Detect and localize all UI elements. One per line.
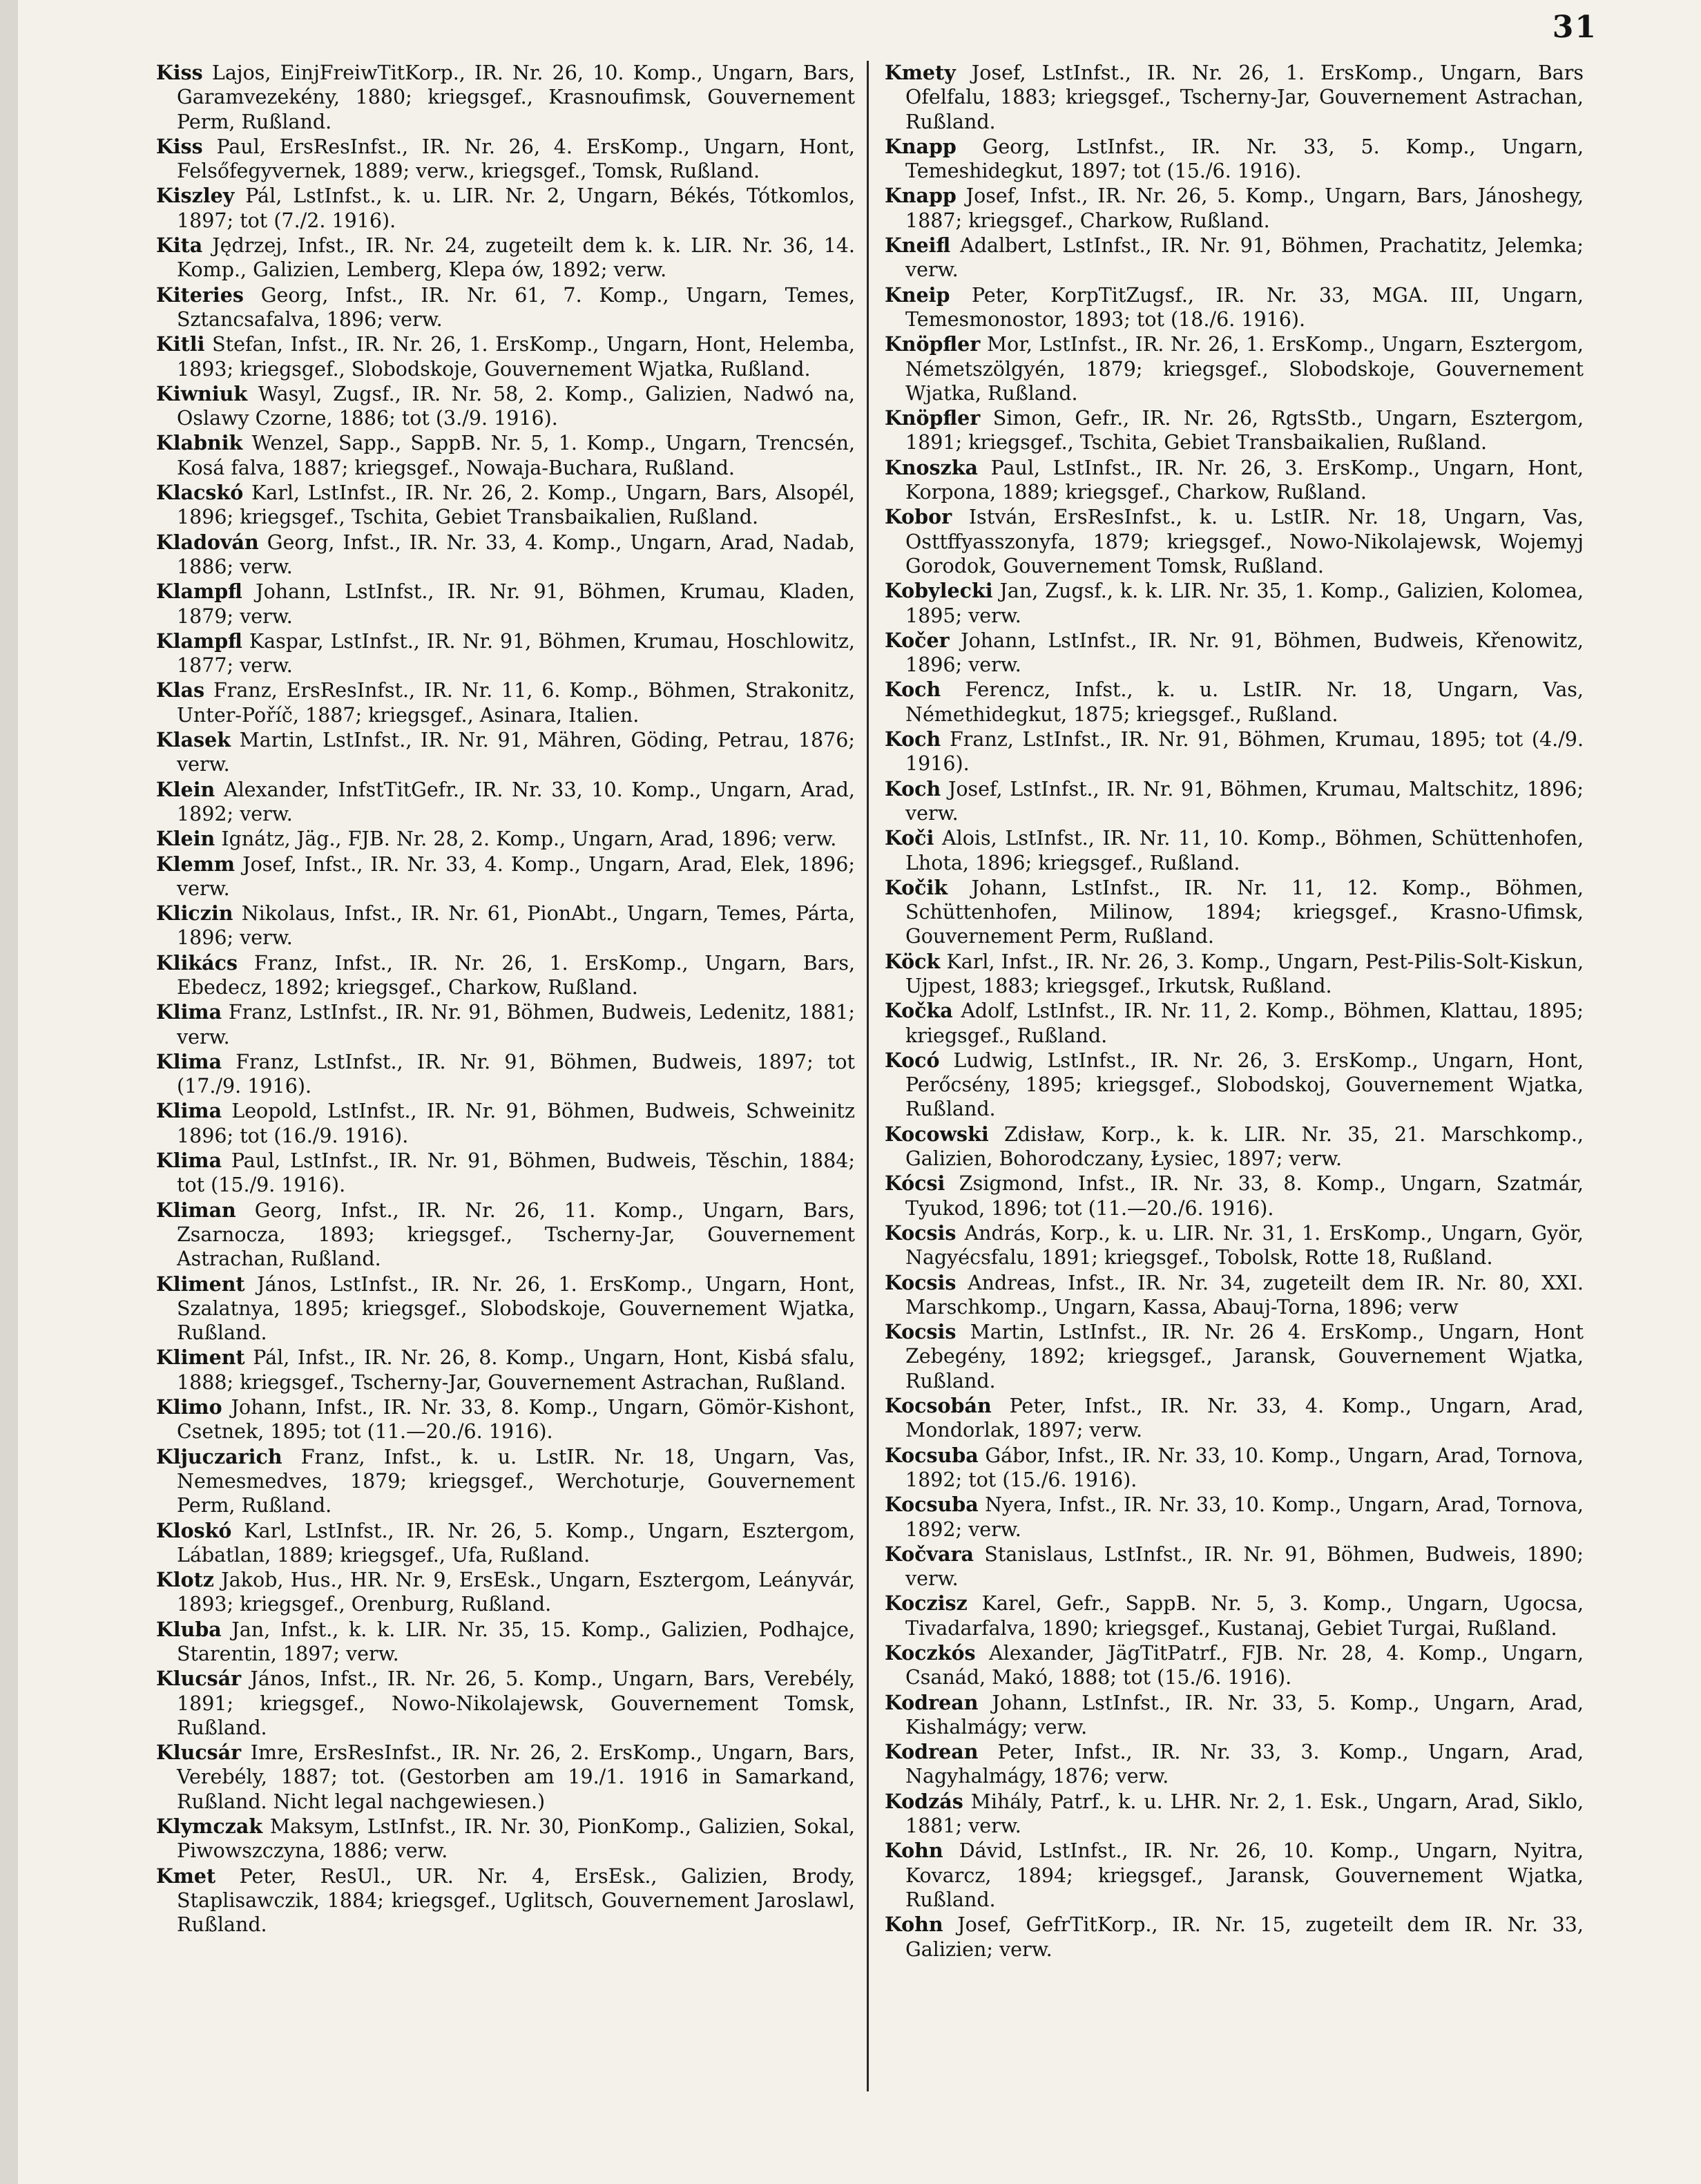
register-entry <box>885 727 1584 776</box>
entry-details: Nyera, Infst., IR. Nr. 33, 10. Komp., Ungarn, Arad, Tornova, 1892; verw. <box>905 1493 1584 1541</box>
entry-details: Wenzel, Sapp., SappB. Nr. 5, 1. Komp., Ungarn, Trencsén, Kosá falva, 1887; kriegsgef., Nowaja-Buchara, Rußland. <box>177 432 856 479</box>
entry-details: Kaspar, LstInfst., IR. Nr. 91, Böhmen, Krumau, Hoschlowitz, 1877; verw. <box>177 629 855 678</box>
entry-surname: Kočka <box>885 999 953 1023</box>
entry-details: Jakob, Hus., HR. Nr. 9, ErsEsk., Ungarn, Esztergom, Leányvár, 1893; kriegsgef., Orenburg, Rußland. <box>177 1569 855 1616</box>
entry-details: János, LstInfst., IR. Nr. 26, 1. ErsKomp., Ungarn, Hont, Szalatnya, 1895; kriegsgef., Slobodskoje, Gouvernement Wjatka, Rußland. <box>177 1272 856 1345</box>
right-column <box>885 61 1584 1962</box>
entry-surname: Knapp <box>885 184 957 208</box>
entry-details: Josef, LstInfst., IR. Nr. 26, 1. ErsKomp., Ungarn, Bars Ofelfalu, 1883; kriegsgef., Tscherny-Jar, Gouvernement Astrachan, Rußland. <box>905 61 1584 133</box>
entry-details: Peter, KorpTitZugsf., IR. Nr. 33, MGA. III, Ungarn, Temesmonostor, 1893; tot (18./6. 1916). <box>905 283 1584 331</box>
register-entry <box>156 481 855 530</box>
entry-surname: Koch <box>885 776 941 801</box>
entry-details: István, ErsResInfst., k. u. LstIR. Nr. 18, Ungarn, Vas, Osttffyasszonyfa, 1879; kriegsgef., Nowo-Nikolajewsk, Wojemyj Gorodok, Gouvernement Tomsk, Rußland. <box>905 506 1584 577</box>
register-entry <box>156 1050 855 1099</box>
register-entry <box>885 826 1584 875</box>
entry-details: Josef, Infst., IR. Nr. 33, 4. Komp., Ungarn, Arad, Elek, 1896; verw. <box>177 852 855 900</box>
register-entry <box>885 1790 1584 1839</box>
entry-details: Georg, Infst., IR. Nr. 61, 7. Komp., Ungarn, Temes, Sztancsafalva, 1896; verw. <box>177 283 855 331</box>
register-entry <box>885 950 1584 999</box>
entry-surname: Kocsobán <box>885 1394 992 1418</box>
entry-details: Georg, Infst., IR. Nr. 26, 11. Komp., Ungarn, Bars, Zsarnocza, 1893; kriegsgef., Tscherny-Jar, Gouvernement Astrachan, Rußland. <box>177 1198 855 1271</box>
entry-details: Jan, Zugsf., k. k. LIR. Nr. 35, 1. Komp., Galizien, Kolomea, 1895; verw. <box>905 579 1584 627</box>
register-entry <box>156 1099 855 1148</box>
entry-surname: Klein <box>156 827 215 851</box>
register-entry <box>156 1445 855 1518</box>
register-entry <box>156 629 855 678</box>
entry-details: Johann, LstInfst., IR. Nr. 91, Böhmen, Krumau, Kladen, 1879; verw. <box>177 580 855 628</box>
register-entry <box>156 61 855 134</box>
entry-details: Martin, LstInfst., IR. Nr. 91, Mähren, Göding, Petrau, 1876; verw. <box>177 729 856 776</box>
entry-details: Dávid, LstInfst., IR. Nr. 26, 10. Komp., Ungarn, Nyitra, Kovarcz, 1894; kriegsgef., Jaransk, Gouvernement Wjatka, Rußland. <box>905 1839 1584 1911</box>
entry-surname: Kladován <box>156 530 259 554</box>
entry-details: Andreas, Infst., IR. Nr. 34, zugeteilt dem IR. Nr. 80, XXI. Marschkomp., Ungarn, Kassa, Abauj-Torna, 1896; verw <box>905 1271 1584 1319</box>
register-entry <box>885 1320 1584 1393</box>
register-entry <box>885 1641 1584 1690</box>
entry-surname: Kodrean <box>885 1740 979 1764</box>
entry-surname: Kloskó <box>156 1518 232 1542</box>
register-entry <box>156 852 855 901</box>
entry-surname: Kocsis <box>885 1270 957 1294</box>
entry-surname: Klasek <box>156 728 231 752</box>
entry-details: Imre, ErsResInfst., IR. Nr. 26, 2. ErsKomp., Ungarn, Bars, Verebély, 1887; tot. (Gestorben am 19./1. 1916 in Samarkand, Rußland. Nicht legal nachgewiesen.) <box>177 1741 855 1813</box>
entry-details: Franz, LstInfst., IR. Nr. 91, Böhmen, Krumau, 1895; tot (4./9. 1916). <box>905 728 1584 776</box>
register-entry <box>885 505 1584 578</box>
register-entry <box>156 1149 855 1198</box>
register-entry <box>156 579 855 629</box>
entry-details: Johann, LstInfst., IR. Nr. 91, Böhmen, Budweis, Křenowitz, 1896; verw. <box>905 629 1584 677</box>
register-entry <box>885 1171 1584 1220</box>
entry-surname: Kocowski <box>885 1122 989 1146</box>
register-entry <box>885 1839 1584 1912</box>
entry-surname: Kiszley <box>156 184 235 208</box>
register-entry <box>885 233 1584 282</box>
entry-surname: Kita <box>156 233 203 258</box>
entry-details: Simon, Gefr., IR. Nr. 26, RgtsStb., Ungarn, Esztergom, 1891; kriegsgef., Tschita, Gebiet Transbaikalien, Rußland. <box>905 407 1584 454</box>
register-entry <box>156 431 855 480</box>
entry-surname: Kljuczarich <box>156 1444 282 1468</box>
entry-details: Franz, Infst., IR. Nr. 26, 1. ErsKomp., Ungarn, Bars, Ebedecz, 1892; kriegsgef., Charkow, Rußland. <box>177 951 856 999</box>
entry-details: Mihály, Patrf., k. u. LHR. Nr. 2, 1. Esk., Ungarn, Arad, Siklo, 1881; verw. <box>905 1790 1584 1838</box>
entry-surname: Koch <box>885 678 941 702</box>
register-entry <box>885 1221 1584 1270</box>
register-entry <box>885 777 1584 826</box>
register-entry <box>885 1493 1584 1542</box>
entry-details: Stanislaus, LstInfst., IR. Nr. 91, Böhmen, Budweis, 1890; verw. <box>905 1542 1584 1591</box>
entry-surname: Kohn <box>885 1913 943 1937</box>
register-entry <box>156 951 855 1000</box>
entry-surname: Kmet <box>156 1864 216 1888</box>
entry-details: Zdisław, Korp., k. k. LIR. Nr. 35, 21. Marschkomp., Galizien, Bohorodczany, Łysiec, 1897; verw. <box>905 1122 1584 1171</box>
register-entry <box>885 579 1584 628</box>
entry-surname: Klacskó <box>156 481 244 505</box>
entry-surname: Kocsis <box>885 1220 957 1245</box>
entry-surname: Kliment <box>156 1272 245 1296</box>
entry-surname: Kiss <box>156 61 203 84</box>
entry-details: Martin, LstInfst., IR. Nr. 26 4. ErsKomp., Ungarn, Hont Zebegény, 1892; kriegsgef., Jaransk, Gouvernement Wjatka, Rußland. <box>905 1321 1584 1392</box>
register-entry <box>156 678 855 727</box>
entry-surname: Kiwniuk <box>156 381 248 405</box>
register-entry <box>885 1691 1584 1740</box>
entry-surname: Koczkós <box>885 1641 976 1665</box>
entry-surname: Kočer <box>885 628 950 652</box>
register-entry <box>156 1667 855 1740</box>
entry-surname: Kneifl <box>885 233 951 258</box>
entry-surname: Klima <box>156 1000 222 1024</box>
entry-details: Paul, LstInfst., IR. Nr. 91, Böhmen, Budweis, Těschin, 1884; tot (15./9. 1916). <box>177 1149 856 1197</box>
register-entry <box>885 1122 1584 1171</box>
entry-details: Gábor, Infst., IR. Nr. 33, 10. Komp., Ungarn, Arad, Tornova, 1892; tot (15./6. 1916). <box>905 1444 1584 1491</box>
entry-details: Ignátz, Jäg., FJB. Nr. 28, 2. Komp., Ungarn, Arad, 1896; verw. <box>221 827 837 851</box>
entry-surname: Kobylecki <box>885 579 993 603</box>
register-entry <box>885 1740 1584 1789</box>
entry-details: Jędrzej, Infst., IR. Nr. 24, zugeteilt dem k. k. LIR. Nr. 36, 14. Komp., Galizien, Lemberg, Klepa ów, 1892; verw. <box>177 234 855 282</box>
entry-details: Karl, Infst., IR. Nr. 26, 3. Komp., Ungarn, Pest-Pilis-Solt-Kiskun, Ujpest, 1883; kriegsgef., Irkutsk, Rußland. <box>905 950 1584 997</box>
entry-details: Georg, Infst., IR. Nr. 33, 4. Komp., Ungarn, Arad, Nadab, 1886; verw. <box>177 530 855 578</box>
entry-details: Wasyl, Zugsf., IR. Nr. 58, 2. Komp., Galizien, Nadwó na, Oslawy Czorne, 1886; tot (3./9. 1916). <box>177 382 855 430</box>
entry-details: Alexander, JägTitPatrf., FJB. Nr. 28, 4. Komp., Ungarn, Csanád, Makó, 1888; tot (15./6. 1916). <box>905 1642 1584 1689</box>
entry-surname: Klima <box>156 1099 222 1123</box>
page-number: 31 <box>1552 10 1597 45</box>
entry-details: Paul, ErsResInfst., IR. Nr. 26, 4. ErsKomp., Ungarn, Hont, Felsőfegyvernek, 1889; verw., kriegsgef., Tomsk, Rußland. <box>177 135 855 183</box>
entry-details: Alois, LstInfst., IR. Nr. 11, 10. Komp., Böhmen, Schüttenhofen, Lhota, 1896; kriegsgef., Rußland. <box>905 827 1584 874</box>
entry-surname: Klein <box>156 777 215 801</box>
entry-surname: Kočik <box>885 875 948 899</box>
entry-surname: Kócsi <box>885 1171 945 1196</box>
entry-surname: Kneip <box>885 282 950 307</box>
entry-details: Lajos, EinjFreiwTitKorp., IR. Nr. 26, 10. Komp., Ungarn, Bars, Garamvezekény, 1880; kriegsgef., Krasnoufimsk, Gouvernement Perm, Rußland. <box>177 61 856 133</box>
entry-details: Georg, LstInfst., IR. Nr. 33, 5. Komp., Ungarn, Temeshidegkut, 1897; tot (15./6. 1916). <box>905 135 1584 183</box>
entry-surname: Kluba <box>156 1617 222 1641</box>
entry-details: Ferencz, Infst., k. u. LstIR. Nr. 18, Ungarn, Vas, Némethidegkut, 1875; kriegsgef., Rußland. <box>905 678 1584 726</box>
entry-surname: Klucsár <box>156 1667 242 1691</box>
entry-surname: Knoszka <box>885 455 978 479</box>
entry-surname: Klimo <box>156 1395 222 1419</box>
register-entry <box>156 1198 855 1272</box>
register-entry <box>156 901 855 950</box>
register-entry <box>885 1271 1584 1320</box>
entry-surname: Kocsis <box>885 1320 957 1344</box>
entry-details: Leopold, LstInfst., IR. Nr. 91, Böhmen, Budweis, Schweinitz 1896; tot (16./9. 1916). <box>177 1100 855 1147</box>
entry-details: Franz, ErsResInfst., IR. Nr. 11, 6. Komp., Böhmen, Strakonitz, Unter-Poříč, 1887; kriegsgef., Asinara, Italien. <box>177 679 856 727</box>
entry-details: Alexander, InfstTitGefr., IR. Nr. 33, 10. Komp., Ungarn, Arad, 1892; verw. <box>177 778 855 825</box>
entry-details: János, Infst., IR. Nr. 26, 5. Komp., Ungarn, Bars, Verebély, 1891; kriegsgef., Nowo-Nikolajewsk, Gouvernement Tomsk, Rußland. <box>177 1667 855 1739</box>
entry-surname: Klas <box>156 678 205 702</box>
register-entry <box>885 999 1584 1048</box>
entry-surname: Klotz <box>156 1568 214 1592</box>
register-entry <box>885 1542 1584 1591</box>
entry-details: Karl, LstInfst., IR. Nr. 26, 2. Komp., Ungarn, Bars, Alsopél, 1896; kriegsgef., Tschita, Gebiet Transbaikalien, Rußland. <box>177 481 855 529</box>
register-entry <box>156 1864 855 1937</box>
entry-surname: Kliman <box>156 1198 236 1222</box>
entry-details: Paul, LstInfst., IR. Nr. 26, 3. ErsKomp., Ungarn, Hont, Korpona, 1889; kriegsgef., Charkow, Rußland. <box>905 456 1584 504</box>
entry-details: Josef, Infst., IR. Nr. 26, 5. Komp., Ungarn, Bars, Jánoshegy, 1887; kriegsgef., Charkow, Rußland. <box>905 184 1584 232</box>
entry-details: Pál, Infst., IR. Nr. 26, 8. Komp., Ungarn, Hont, Kisbá sfalu, 1888; kriegsgef., Tscherny-Jar, Gouvernement Astrachan, Rußland. <box>177 1346 856 1394</box>
register-entry <box>156 530 855 579</box>
register-entry <box>156 827 855 851</box>
register-entry <box>885 678 1584 727</box>
entry-details: Peter, Infst., IR. Nr. 33, 3. Komp., Ungarn, Arad, Nagyhalmágy, 1876; verw. <box>905 1741 1584 1788</box>
entry-details: Karel, Gefr., SappB. Nr. 5, 3. Komp., Ungarn, Ugocsa, Tivadarfalva, 1890; kriegsgef., Kustanaj, Gebiet Turgai, Rußland. <box>905 1592 1584 1640</box>
entry-surname: Kiteries <box>156 282 244 307</box>
register-entry <box>156 1568 855 1617</box>
register-entry <box>156 1395 855 1444</box>
entry-details: Franz, Infst., k. u. LstIR. Nr. 18, Ungarn, Vas, Nemesmedves, 1879; kriegsgef., Werchoturje, Gouvernement Perm, Rußland. <box>177 1445 856 1517</box>
register-entry <box>156 728 855 777</box>
entry-surname: Kodrean <box>885 1690 979 1714</box>
register-entry <box>156 1000 855 1049</box>
entry-surname: Kitli <box>156 332 205 356</box>
entry-surname: Klucsár <box>156 1741 242 1765</box>
entry-details: Adolf, LstInfst., IR. Nr. 11, 2. Komp., Böhmen, Klattau, 1895; kriegsgef., Rußland. <box>905 999 1584 1047</box>
register-entry <box>885 1394 1584 1443</box>
register-entry <box>885 283 1584 332</box>
entry-surname: Kliczin <box>156 901 233 926</box>
register-entry <box>885 1048 1584 1122</box>
register-entry <box>156 1272 855 1345</box>
register-entry <box>156 184 855 233</box>
entry-surname: Kmety <box>885 61 956 84</box>
register-entry <box>885 629 1584 678</box>
entry-surname: Koch <box>885 727 941 751</box>
entry-details: Ludwig, LstInfst., IR. Nr. 26, 3. ErsKomp., Ungarn, Hont, Perőcsény, 1895; kriegsgef., Slobodskoj, Gouvernement Wjatka, Rußland. <box>905 1048 1584 1121</box>
entry-surname: Klabnik <box>156 431 243 455</box>
register-entry <box>885 406 1584 455</box>
register-entry <box>156 1519 855 1568</box>
entry-details: Maksym, LstInfst., IR. Nr. 30, PionKomp., Galizien, Sokal, Piwowszczyna, 1886; verw. <box>177 1815 855 1863</box>
entry-surname: Knöpfler <box>885 332 981 356</box>
register-entry <box>885 1913 1584 1962</box>
entry-details: András, Korp., k. u. LIR. Nr. 31, 1. ErsKomp., Ungarn, Györ, Nagyécsfalu, 1891; kriegsgef., Tobolsk, Rotte 18, Rußland. <box>905 1221 1584 1270</box>
entry-surname: Klima <box>156 1149 222 1173</box>
entry-surname: Kliment <box>156 1345 245 1370</box>
entry-details: Franz, LstInfst., IR. Nr. 91, Böhmen, Budweis, Ledenitz, 1881; verw. <box>177 1001 856 1048</box>
entry-surname: Kobor <box>885 505 952 529</box>
entry-details: Peter, ResUl., UR. Nr. 4, ErsEsk., Galizien, Brody, Staplisawczik, 1884; kriegsgef., Uglitsch, Gouvernement Jaroslawl, Rußland. <box>177 1864 855 1937</box>
entry-details: Jan, Infst., k. k. LIR. Nr. 35, 15. Komp., Galizien, Podhajce, Starentin, 1897; verw. <box>177 1618 856 1665</box>
register-entry <box>156 382 855 431</box>
entry-details: Pál, LstInfst., k. u. LIR. Nr. 2, Ungarn, Békés, Tótkomlos, 1897; tot (7./2. 1916). <box>177 184 856 232</box>
entry-details: Josef, LstInfst., IR. Nr. 91, Böhmen, Krumau, Maltschitz, 1896; verw. <box>905 777 1584 825</box>
register-entry <box>156 283 855 332</box>
register-entry <box>885 1591 1584 1640</box>
entry-surname: Klymczak <box>156 1814 263 1839</box>
register-entry <box>885 61 1584 134</box>
register-entry <box>156 1814 855 1864</box>
register-entry <box>156 233 855 282</box>
register-entry <box>885 184 1584 233</box>
entry-details: Stefan, Infst., IR. Nr. 26, 1. ErsKomp., Ungarn, Hont, Helemba, 1893; kriegsgef., Slobodskoje, Gouvernement Wjatka, Rußland. <box>177 333 855 381</box>
entry-details: Josef, GefrTitKorp., IR. Nr. 15, zugeteilt dem IR. Nr. 33, Galizien; verw. <box>905 1913 1584 1961</box>
register-entry <box>885 135 1584 184</box>
entry-details: Nikolaus, Infst., IR. Nr. 61, PionAbt., Ungarn, Temes, Párta, 1896; verw. <box>177 902 855 950</box>
entry-surname: Klima <box>156 1049 222 1073</box>
entry-details: Zsigmond, Infst., IR. Nr. 33, 8. Komp., Ungarn, Szatmár, Tyukod, 1896; tot (11.—20./6. 1916). <box>905 1172 1584 1220</box>
entry-surname: Kohn <box>885 1839 943 1863</box>
register-entry <box>156 1345 855 1395</box>
entry-surname: Koči <box>885 826 934 850</box>
entry-details: Johann, LstInfst., IR. Nr. 33, 5. Komp., Ungarn, Arad, Kishalmágy; verw. <box>905 1691 1584 1738</box>
entry-surname: Koczisz <box>885 1591 968 1616</box>
entry-details: Adalbert, LstInfst., IR. Nr. 91, Böhmen, Prachatitz, Jelemka; verw. <box>905 234 1584 282</box>
entry-details: Johann, LstInfst., IR. Nr. 11, 12. Komp., Böhmen, Schüttenhofen, Milinow, 1894; kriegsgef., Krasno-Ufimsk, Gouvernement Perm, Rußland. <box>905 876 1584 948</box>
register-entry <box>156 135 855 184</box>
register-entry <box>885 456 1584 505</box>
register-entry <box>156 1741 855 1814</box>
entry-surname: Kocsuba <box>885 1493 979 1517</box>
register-entry <box>156 778 855 827</box>
register-entry <box>156 1618 855 1667</box>
register-entry <box>156 332 855 381</box>
entry-surname: Klemm <box>156 852 236 876</box>
entry-details: Karl, LstInfst., IR. Nr. 26, 5. Komp., Ungarn, Esztergom, Lábatlan, 1889; kriegsgef., Ufa, Rußland. <box>177 1519 856 1567</box>
register-entry <box>885 332 1584 405</box>
entry-surname: Klampfl <box>156 579 242 604</box>
entry-surname: Knöpfler <box>885 406 981 430</box>
entry-surname: Kodzás <box>885 1789 963 1813</box>
entry-details: Johann, Infst., IR. Nr. 33, 8. Komp., Ungarn, Gömör-Kishont, Csetnek, 1895; tot (11.—20./6. 1916). <box>177 1396 856 1444</box>
entry-details: Mor, LstInfst., IR. Nr. 26, 1. ErsKomp., Ungarn, Esztergom, Németszölgyén, 1879; kriegsgef., Slobodskoje, Gouvernement Wjatka, Rußland. <box>905 333 1584 405</box>
register-entry <box>885 1444 1584 1493</box>
entry-surname: Köck <box>885 949 941 973</box>
entry-details: Peter, Infst., IR. Nr. 33, 4. Komp., Ungarn, Arad, Mondorlak, 1897; verw. <box>905 1395 1584 1442</box>
left-column <box>156 61 855 1938</box>
column-divider <box>867 61 869 2091</box>
entry-surname: Knapp <box>885 134 957 158</box>
entry-surname: Klampfl <box>156 629 242 653</box>
entry-surname: Kiss <box>156 134 203 158</box>
entry-details: Franz, LstInfst., IR. Nr. 91, Böhmen, Budweis, 1897; tot (17./9. 1916). <box>177 1050 856 1098</box>
entry-surname: Kocsuba <box>885 1443 979 1467</box>
entry-surname: Kocó <box>885 1048 940 1072</box>
entry-surname: Klikács <box>156 950 238 975</box>
register-entry <box>885 876 1584 949</box>
entry-surname: Kočvara <box>885 1542 974 1566</box>
